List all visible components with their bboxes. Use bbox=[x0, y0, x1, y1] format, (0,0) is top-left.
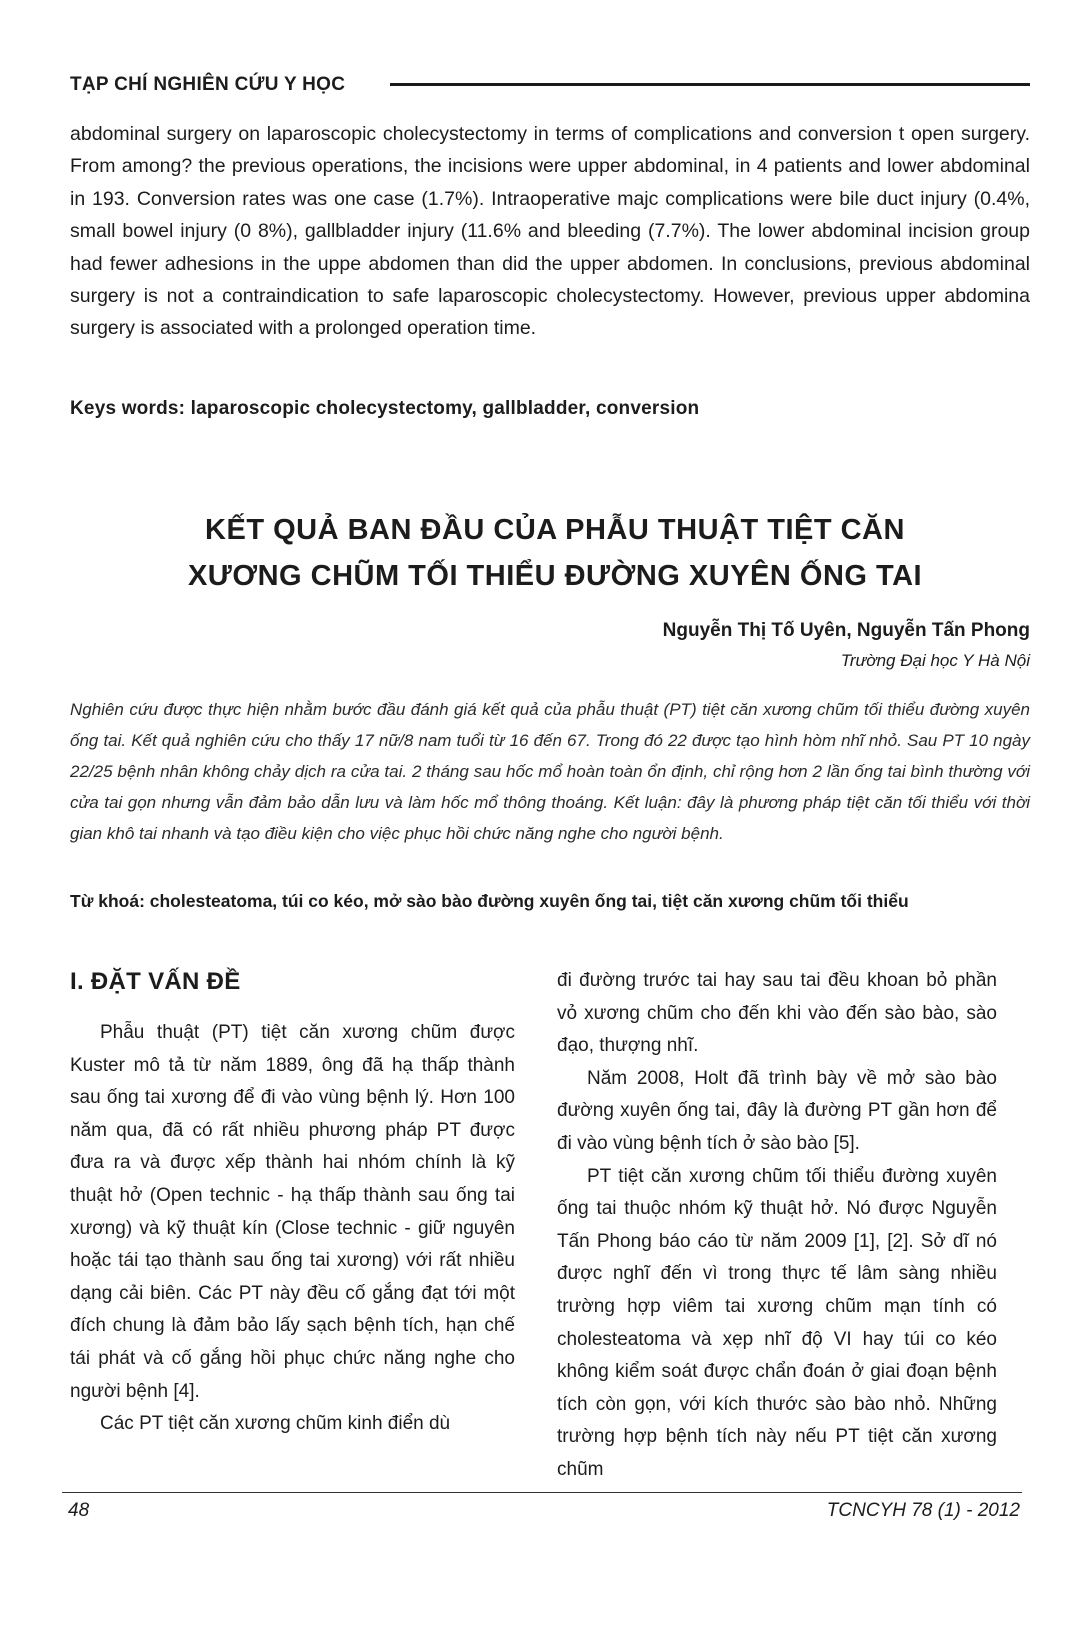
english-abstract: abdominal surgery on laparoscopic cholecystectomy in terms of complications and conversion t open surgery. From among? the previous operations, the incisions were upper abdominal, in 4 patients and lower abdominal in 193. Conversion rates was one case (1.7%). Intraoperative majc complications were bile duct injury (0.4%, small bowel injury (0 8%), gallbladder injury (11.6% and bleeding (7.7%). The lower abdominal incision group had fewer adhesions in the uppe abdomen than did the upper abdomen. In conclusions, previous abdominal surgery is not a contraindication to safe laparoscopic cholecystectomy. However, previous upper abdomina surgery is associated with a prolonged operation time. bbox=[70, 123, 1030, 340]
footer-rule bbox=[62, 1492, 1022, 1493]
body-column-right bbox=[557, 965, 997, 1487]
article-title bbox=[80, 507, 1030, 599]
journal-header bbox=[70, 70, 1030, 104]
body-paragraph: Các PT tiệt căn xương chũm kinh điển dù bbox=[100, 1413, 451, 1435]
body-paragraph: Phẫu thuật (PT) tiệt căn xương chũm được Kuster mô tả từ năm 1889, ông đã hạ thấp thành sau ống tai xương để đi vào vùng bệnh lý. Hơn 100 năm qua, đã có rất nhiều phương pháp PT được đưa ra và được xếp thành hai nhóm chính là kỹ thuật hở (Open technic - hạ thấp thành sau ống tai xương) và kỹ thuật kín (Close technic - giữ nguyên hoặc tái tạo thành sau ống tai xương) với rất nhiều dạng cải biên. Các PT này đều cố gắng đạt tới một đích chung là đảm bảo lấy sạch bệnh tích, hạn chế tái phát và cố gắng hồi phục chức năng nghe cho người bệnh [4]. bbox=[70, 1022, 515, 1402]
vietnamese-keywords: Từ khoá: cholesteatoma, túi co kéo, mở sào bào đường xuyên ống tai, tiệt căn xương chũm tối thiểu bbox=[70, 891, 909, 911]
body-paragraph: PT tiệt căn xương chũm tối thiểu đường xuyên ống tai thuộc nhóm kỹ thuật hở. Nó được Nguyễn Tấn Phong báo cáo từ năm 2009 [1], [2]. Sở dĩ nó được nghĩ đến vì trong thực tế lâm sàng nhiều trường hợp viêm tai xương chũm mạn tính có cholesteatoma và xẹp nhĩ độ VI hay túi co kéo không kiểm soát được chẩn đoán ở giai đoạn bệnh tích còn gọn, với kích thước sào bào nhỏ. Những trường hợp bệnh tích này nếu PT tiệt căn xương chũm bbox=[557, 1165, 997, 1480]
header-rule bbox=[390, 83, 1030, 86]
body-paragraph: Năm 2008, Holt đã trình bày về mở sào bào đường xuyên ống tai, đây là đường PT gần hơn để đi vào vùng bệnh tích ở sào bào [5]. bbox=[557, 1067, 997, 1154]
journal-reference: TCNCYH 78 (1) - 2012 bbox=[826, 1500, 1020, 1521]
affiliation: Trường Đại học Y Hà Nội bbox=[840, 651, 1030, 670]
body-column-left bbox=[70, 1017, 515, 1441]
body-paragraph: đi đường trước tai hay sau tai đều khoan bỏ phần vỏ xương chũm cho đến khi vào đến sào bào, sào đạo, thượng nhĩ. bbox=[557, 970, 997, 1057]
page-number: 48 bbox=[68, 1500, 90, 1521]
article-title-line-1: KẾT QUẢ BAN ĐẦU CỦA PHẪU THUẬT TIỆT CĂN bbox=[205, 514, 905, 546]
vietnamese-abstract: Nghiên cứu được thực hiện nhằm bước đầu đánh giá kết quả của phẫu thuật (PT) tiệt căn xương chũm tối thiểu đường xuyên ống tai. Kết quả nghiên cứu cho thấy 17 nữ/8 nam tuổi từ 16 đến 67. Trong đó 22 được tạo hình hòm nhĩ nhỏ. Sau PT 10 ngày 22/25 bệnh nhân không chảy dịch ra cửa tai. 2 tháng sau hốc mổ hoàn toàn ổn định, chỉ rộng hơn 2 lần ống tai bình thường với cửa tai gọn nhưng vẫn đảm bảo dẫn lưu và làm hốc mổ thông thoáng. Kết luận: đây là phương pháp tiệt căn tối thiểu với thời gian khô tai nhanh và tạo điều kiện cho việc phục hồi chức năng nghe cho người bệnh. bbox=[70, 700, 1030, 843]
section-heading: I. ĐẶT VẤN ĐỀ bbox=[70, 968, 241, 995]
authors: Nguyễn Thị Tố Uyên, Nguyễn Tấn Phong bbox=[662, 620, 1030, 641]
english-keywords: Keys words: laparoscopic cholecystectomy, gallbladder, conversion bbox=[70, 398, 700, 419]
article-title-line-2: XƯƠNG CHŨM TỐI THIỂU ĐƯỜNG XUYÊN ỐNG TAI bbox=[187, 560, 923, 592]
journal-name: TẠP CHÍ NGHIÊN CỨU Y HỌC bbox=[70, 74, 353, 96]
